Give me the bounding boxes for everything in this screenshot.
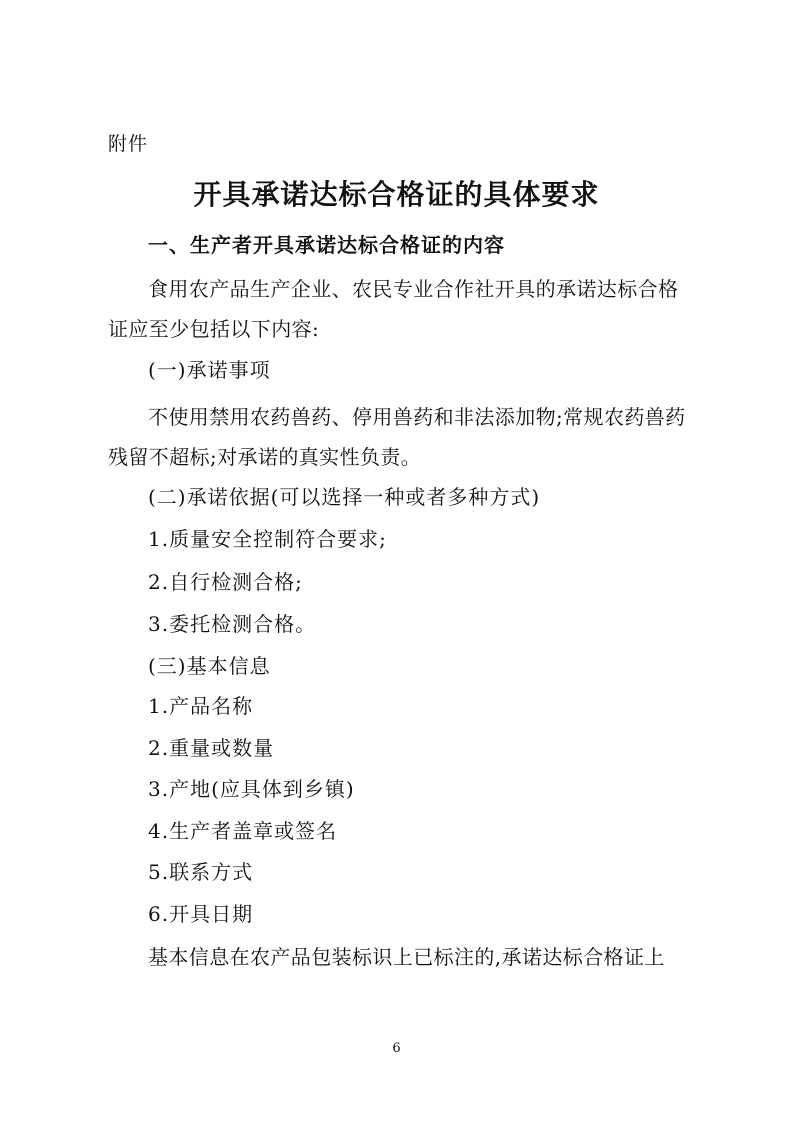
commitment-paragraph: 不使用禁用农药兽药、停用兽药和非法添加物;常规农药兽药残留不超标;对承诺的真实性负责。 <box>108 405 686 469</box>
page-title: 开具承诺达标合格证的具体要求 <box>193 178 600 211</box>
subsection-heading-basic-info: (三)基本信息 <box>148 654 271 678</box>
list-item: 2.自行检测合格; <box>148 570 303 594</box>
page-number: 6 <box>392 1041 401 1056</box>
list-item: 4.生产者盖章或签名 <box>148 819 338 843</box>
list-item: 6.开具日期 <box>148 902 254 926</box>
list-item: 5.联系方式 <box>148 860 254 884</box>
section-heading: 一、生产者开具承诺达标合格证的内容 <box>148 233 505 257</box>
list-item: 2.重量或数量 <box>148 736 275 760</box>
attachment-label: 附件 <box>108 133 149 155</box>
list-item: 3.委托检测合格。 <box>148 612 317 636</box>
list-item: 3.产地(应具体到乡镇) <box>148 777 355 801</box>
subsection-heading-commitment: (一)承诺事项 <box>148 358 271 382</box>
subsection-heading-basis: (二)承诺依据(可以选择一种或者多种方式) <box>148 485 541 509</box>
closing-paragraph: 基本信息在农产品包装标识上已标注的,承诺达标合格证上 <box>148 945 665 969</box>
list-item: 1.质量安全控制符合要求; <box>148 527 387 551</box>
list-item: 1.产品名称 <box>148 694 254 718</box>
intro-paragraph: 食用农产品生产企业、农民专业合作社开具的承诺达标合格证应至少包括以下内容: <box>108 277 679 341</box>
